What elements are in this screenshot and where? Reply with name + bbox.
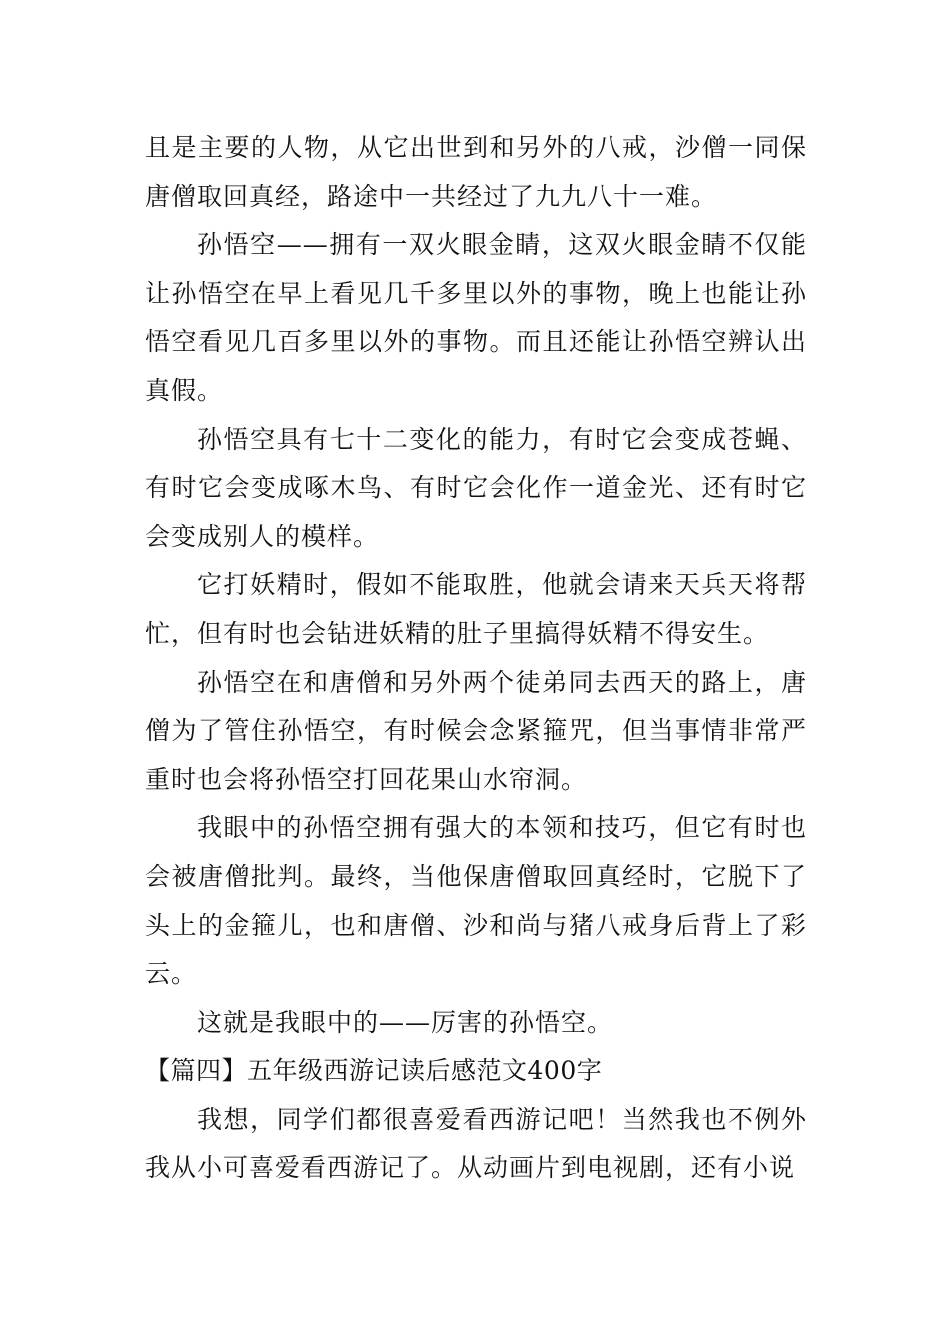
paragraph-abilities: 我眼中的孙悟空拥有强大的本领和技巧，但它有时也会被唐僧批判。最终，当他保唐僧取回真经时，它脱下了头上的金箍儿，也和唐僧、沙和尚与猪八戒身后背上了彩云。 [145,813,807,989]
paragraph-fighting-demons: 它打妖精时，假如不能取胜，他就会请来天兵天将帮忙，但有时也会钻进妖精的肚子里搞得妖精不得安生。 [145,570,807,648]
document-body [145,124,807,1193]
paragraph-section-intro: 我想，同学们都很喜爱看西游记吧！当然我也不例外我从小可喜爱看西游记了。从动画片到电视剧，还有小说 [145,1104,807,1183]
paragraph-conclusion: 这就是我眼中的——厉害的孙悟空。 [197,1007,614,1037]
section-heading: 【篇四】五年级西游记读后感范文400字 [145,1056,603,1086]
paragraph-continuation: 且是主要的人物，从它出世到和另外的八戒，沙僧一同保唐僧取回真经，路途中一共经过了九九八十一难。 [145,133,807,211]
paragraph-transformations: 孙悟空具有七十二变化的能力，有时它会变成苍蝇、有时它会变成啄木鸟、有时它会化作一道金光、还有时它会变成别人的模样。 [145,424,807,551]
paragraph-journey-west: 孙悟空在和唐僧和另外两个徒弟同去西天的路上，唐僧为了管住孙悟空，有时候会念紧箍咒，但当事情非常严重时也会将孙悟空打回花果山水帘洞。 [145,667,807,794]
paragraph-fiery-eyes: 孙悟空——拥有一双火眼金睛，这双火眼金睛不仅能让孙悟空在早上看见几千多里以外的事物，晚上也能让孙悟空看见几百多里以外的事物。而且还能让孙悟空辨认出真假。 [145,230,807,405]
